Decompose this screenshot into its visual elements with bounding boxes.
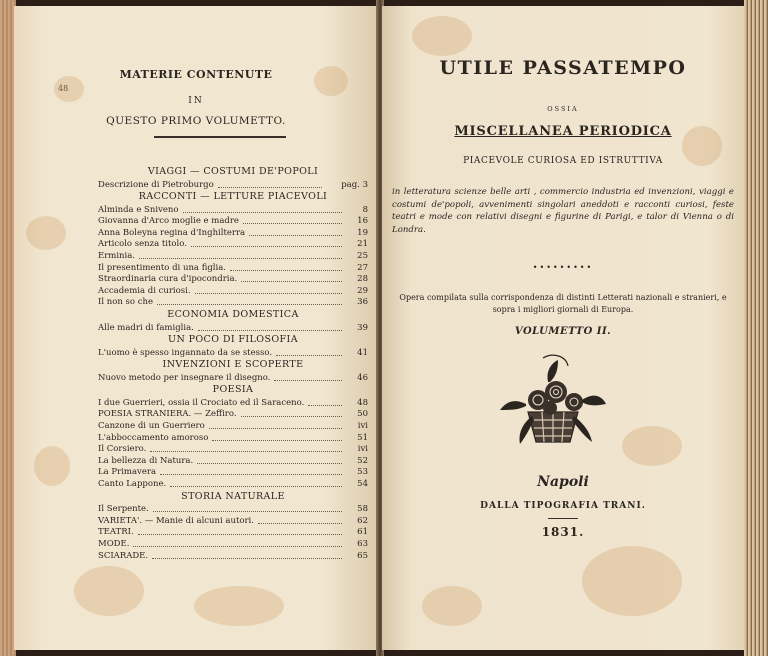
toc-entry [98, 527, 368, 538]
toc-entry [98, 409, 368, 420]
toc-entry-title: POESIA STRANIERA. — Zeffiro. [98, 409, 237, 420]
toc-entry-page: 16 [357, 216, 368, 227]
toc-entry-page: 46 [357, 372, 368, 383]
dot-leader [153, 504, 342, 512]
stain [582, 546, 682, 616]
toc-entry-title: Giovanna d'Arco moglie e madre [98, 216, 239, 227]
toc-entry-title: L'abboccamento amoroso [98, 432, 209, 443]
toc-entry [98, 539, 368, 550]
toc-entry-title: Anna Boleyna regina d'Inghilterra [98, 227, 246, 238]
toc-entry-title: La Primavera [98, 467, 157, 478]
stain [622, 426, 682, 466]
dot-leader [160, 467, 342, 475]
toc-entry [98, 551, 368, 562]
stain [74, 566, 144, 616]
dot-leader [276, 348, 342, 356]
toc-entry-title: MODE. [98, 538, 130, 549]
toc-entry-page: pag. 3 [341, 179, 368, 190]
toc-entry-page: 53 [357, 467, 368, 478]
dot-leader [212, 433, 342, 441]
toc-entry-page: 48 [357, 397, 368, 408]
section-heading: ECONOMIA DOMESTICA [167, 309, 299, 320]
separator: ••••••••• [532, 263, 594, 272]
dot-leader [152, 551, 342, 559]
dot-leader [274, 373, 342, 381]
toc-entry-page: ivi [357, 444, 368, 455]
editorial-note: Opera compilata sulla corrispondenza di distinti Letterati nazionali e stranieri, e sopra i migliori giornali di Europa. [399, 293, 727, 314]
toc-title: MATERIE CONTENUTE [119, 68, 273, 81]
printer: DALLA TIPOGRAFIA TRANI. [480, 501, 646, 511]
dot-leader [170, 479, 342, 487]
toc-entry-page: 51 [357, 432, 368, 443]
toc-entry-page: 63 [357, 538, 368, 549]
toc-entry [98, 479, 368, 490]
toc-entry [98, 216, 368, 227]
title-rule [154, 136, 286, 138]
toc-entry-title: Straordinaria cura d'ipocondria. [98, 274, 238, 285]
toc-entry-title: Il non so che [98, 297, 153, 308]
toc-entry-page: 50 [357, 409, 368, 420]
toc-entry [98, 239, 368, 250]
dot-leader [218, 180, 322, 188]
section-heading: INVENZIONI E SCOPERTE [162, 359, 304, 371]
section-heading: POESIA [212, 384, 254, 396]
toc-entry [98, 467, 368, 478]
toc-entry-page: 54 [357, 479, 368, 489]
stain [194, 586, 284, 626]
stain [422, 586, 482, 626]
toc-entry [98, 228, 368, 239]
dot-leader [241, 409, 342, 417]
toc-entry-page: 41 [357, 347, 368, 358]
dot-leader [183, 205, 343, 213]
right-page [382, 6, 744, 650]
toc-entry-page: 21 [357, 239, 368, 250]
section-heading: RACCONTI — LETTURE PIACEVOLI [138, 191, 328, 203]
toc-entry-title: Nuovo metodo per insegnare il disegno. [98, 372, 271, 383]
section-heading: VIAGGI — COSTUMI DE'POPOLI [147, 166, 319, 177]
dot-leader [308, 398, 342, 406]
dot-leader [230, 263, 342, 271]
toc-entry [98, 348, 368, 359]
toc-entry [98, 274, 368, 285]
dot-leader [191, 239, 342, 247]
dot-leader [138, 527, 342, 535]
toc-entry-page: ivi [357, 421, 368, 431]
dot-leader [139, 251, 342, 259]
dot-leader [197, 456, 342, 464]
right-page-edges [744, 0, 768, 656]
toc-entry-page: 52 [357, 455, 368, 466]
toc-subtitle: QUESTO PRIMO VOLUMETTO. [106, 115, 286, 127]
toc-entry [98, 263, 368, 274]
toc-entry [98, 398, 368, 409]
city: Napoli [537, 474, 589, 490]
toc-entry-title: Descrizione di Pietroburgo [98, 179, 214, 190]
toc-entry-page: 8 [362, 204, 368, 215]
toc-entry-title: SCIARADE. [98, 550, 149, 561]
toc-entry-title: TEATRI. [98, 527, 134, 538]
toc-entry [98, 286, 368, 297]
dot-leader [150, 444, 342, 452]
tagline: PIACEVOLE CURIOSA ED ISTRUTTIVA [463, 156, 663, 166]
description-text: in letteratura scienze belle arti , commercio industria ed invenzioni, viaggi e costumi de'popoli, avvenimenti singolari aneddoti e racconti curiosi, feste teatri e mode con relativi disegni e figurine di Parigi, e talor di Vienna o di Londra. [392, 187, 734, 235]
toc-entry-page: 28 [357, 274, 368, 285]
publication-year: 1831. [541, 525, 585, 539]
dot-leader [258, 516, 342, 524]
toc-entry [98, 205, 368, 216]
book-title: UTILE PASSATEMPO [439, 57, 687, 79]
dot-leader [195, 286, 342, 294]
short-rule [548, 518, 578, 519]
stain [412, 16, 472, 56]
toc-entry-page: 27 [357, 262, 368, 273]
toc-entry [98, 297, 368, 308]
toc-entry-title: Il presentimento di una figlia. [98, 262, 227, 273]
toc-entry-page: 61 [357, 527, 368, 538]
stain [26, 216, 66, 250]
toc-entry-title: Il Corsiero. [98, 444, 147, 455]
book-subtitle: MISCELLANEA PERIODICA [454, 124, 672, 139]
dot-leader [133, 539, 342, 547]
toc-in: IN [188, 96, 204, 106]
toc-entry [98, 516, 368, 527]
toc-entry-title: La bellezza di Natura. [98, 455, 194, 466]
toc-entry-page: 39 [357, 322, 368, 333]
toc-entry-title: Erminia. [98, 251, 136, 261]
toc-entry [98, 373, 368, 384]
toc-entry-title: L'uomo è spesso ingannato da se stesso. [98, 347, 273, 358]
toc-entry [98, 421, 368, 432]
toc-entry [98, 504, 368, 515]
toc-entry [98, 180, 368, 191]
section-heading: STORIA NATURALE [181, 490, 285, 502]
toc-entry-page: 65 [357, 550, 368, 561]
toc-entry [98, 456, 368, 467]
toc-entry-page: 58 [357, 504, 368, 515]
dot-leader [198, 323, 342, 331]
toc-entry [98, 433, 368, 444]
toc-entry-title: VARIETA'. — Manie di alcuni autori. [98, 515, 254, 526]
toc-entry-page: 19 [357, 227, 368, 238]
volume-label: VOLUMETTO II. [514, 326, 612, 337]
toc-entry-title: Articolo senza titolo. [98, 239, 187, 250]
toc-entry-page: 62 [357, 515, 368, 526]
left-page [14, 6, 378, 650]
flower-basket-vignette-icon [498, 352, 608, 452]
toc-entry-page: 25 [357, 251, 368, 261]
dot-leader [157, 297, 342, 305]
toc-entry-title: Canto Lappone. [98, 479, 167, 489]
dot-leader [243, 216, 342, 224]
toc-entry [98, 323, 368, 334]
toc-entry-title: Canzone di un Guerriero [98, 421, 205, 431]
toc-entry-title: Alminda e Sniveno [98, 204, 179, 215]
toc-entry-title: I due Guerrieri, ossia il Crociato ed il Saraceno. [98, 397, 305, 408]
toc-entry-page: 36 [357, 297, 368, 308]
toc-entry-title: Il Serpente. [98, 504, 149, 515]
toc-entry [98, 444, 368, 455]
stain [34, 446, 70, 486]
dot-leader [249, 228, 342, 236]
toc-entry-title: Alle madri di famiglia. [98, 322, 194, 333]
section-heading: UN POCO DI FILOSOFIA [168, 334, 298, 346]
toc-entry [98, 251, 368, 262]
toc-entry-title: Accademia di curiosi. [98, 285, 191, 296]
dot-leader [209, 421, 342, 429]
page-number: 48 [58, 84, 69, 93]
toc-entry-page: 29 [357, 285, 368, 296]
dot-leader [241, 274, 342, 282]
ossia-label: OSSIA [547, 105, 579, 113]
